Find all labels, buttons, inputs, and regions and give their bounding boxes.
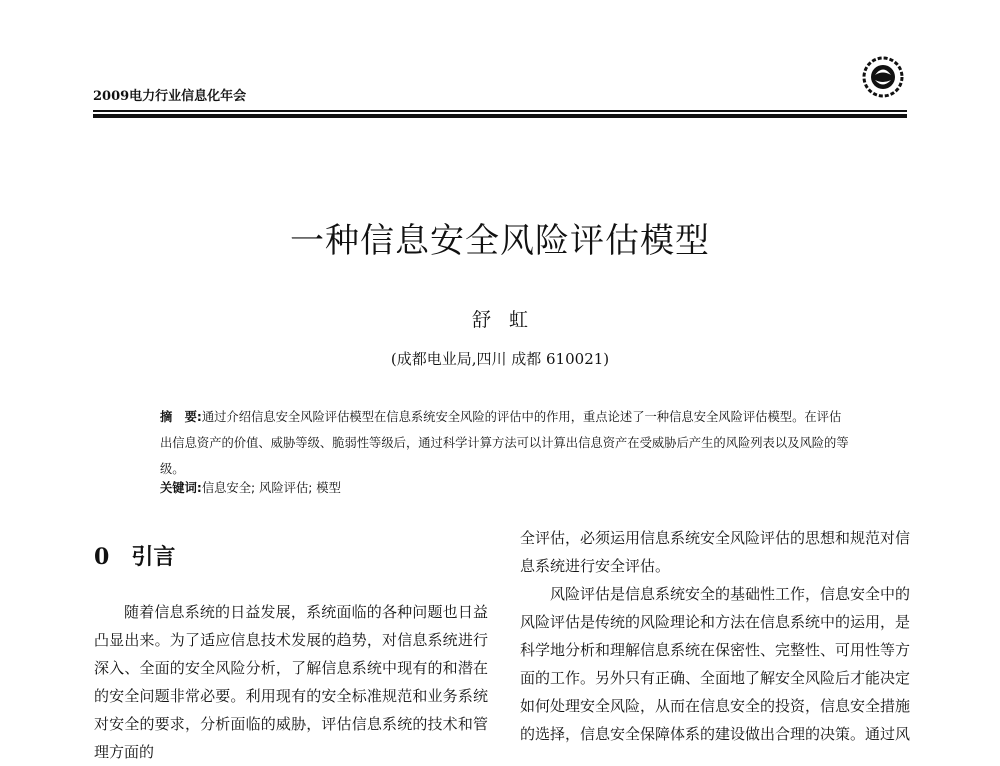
- left-column: [94, 598, 488, 766]
- author-affiliation: (成都电业局,四川 成都 610021): [390, 350, 610, 368]
- abstract-label: 摘 要:: [160, 410, 202, 424]
- author-name: 舒虹: [471, 309, 546, 331]
- conference-emblem-icon: [862, 56, 904, 98]
- right-paragraph-continued: 全评估，必须运用信息系统安全风险评估的思想和规范对信息系统进行安全评估。: [520, 529, 911, 575]
- abstract: [160, 404, 850, 482]
- abstract-text: 通过介绍信息安全风险评估模型在信息系统安全风险的评估中的作用，重点论述了一种信息安全风险评估模型。在评估出信息资产的价值、威胁等级、脆弱性等级后，通过科学计算方法可以计算出信息资产在受威胁后产生的风险列表以及风险的等级。: [160, 410, 849, 476]
- section-title: 引言: [131, 544, 176, 570]
- header-rule-thick: [93, 114, 907, 118]
- right-column: [520, 524, 910, 748]
- article-title: 一种信息安全风险评估模型: [290, 221, 710, 261]
- running-header-title: 2009电力行业信息化年会: [93, 89, 247, 104]
- keywords-label: 关键词:: [160, 481, 202, 495]
- section-number: 0: [94, 544, 110, 570]
- left-paragraph: 随着信息系统的日益发展，系统面临的各种问题也日益凸显出来。为了适应信息技术发展的趋势，对信息系统进行深入、全面的安全风险分析，了解信息系统中现有的和潜在的安全问题非常必要。利用现有的安全标准规范和业务系统对安全的要求，分析面临的威胁，评估信息系统的技术和管理方面的: [94, 603, 488, 761]
- section-heading: [94, 540, 197, 571]
- right-paragraph: 风险评估是信息系统安全的基础性工作，信息安全中的风险评估是传统的风险理论和方法在信息系统中的运用，是科学地分析和理解信息系统在保密性、完整性、可用性等方面的工作。另外只有正确、全面地了解安全风险后才能决定如何处理安全风险，从而在信息安全的投资，信息安全措施的选择，信息安全保障体系的建设做出合理的决策。通过风: [520, 585, 911, 743]
- keywords-text: 信息安全; 风险评估; 模型: [201, 481, 341, 495]
- header-rule-thin: [93, 110, 907, 112]
- keywords: [160, 478, 850, 496]
